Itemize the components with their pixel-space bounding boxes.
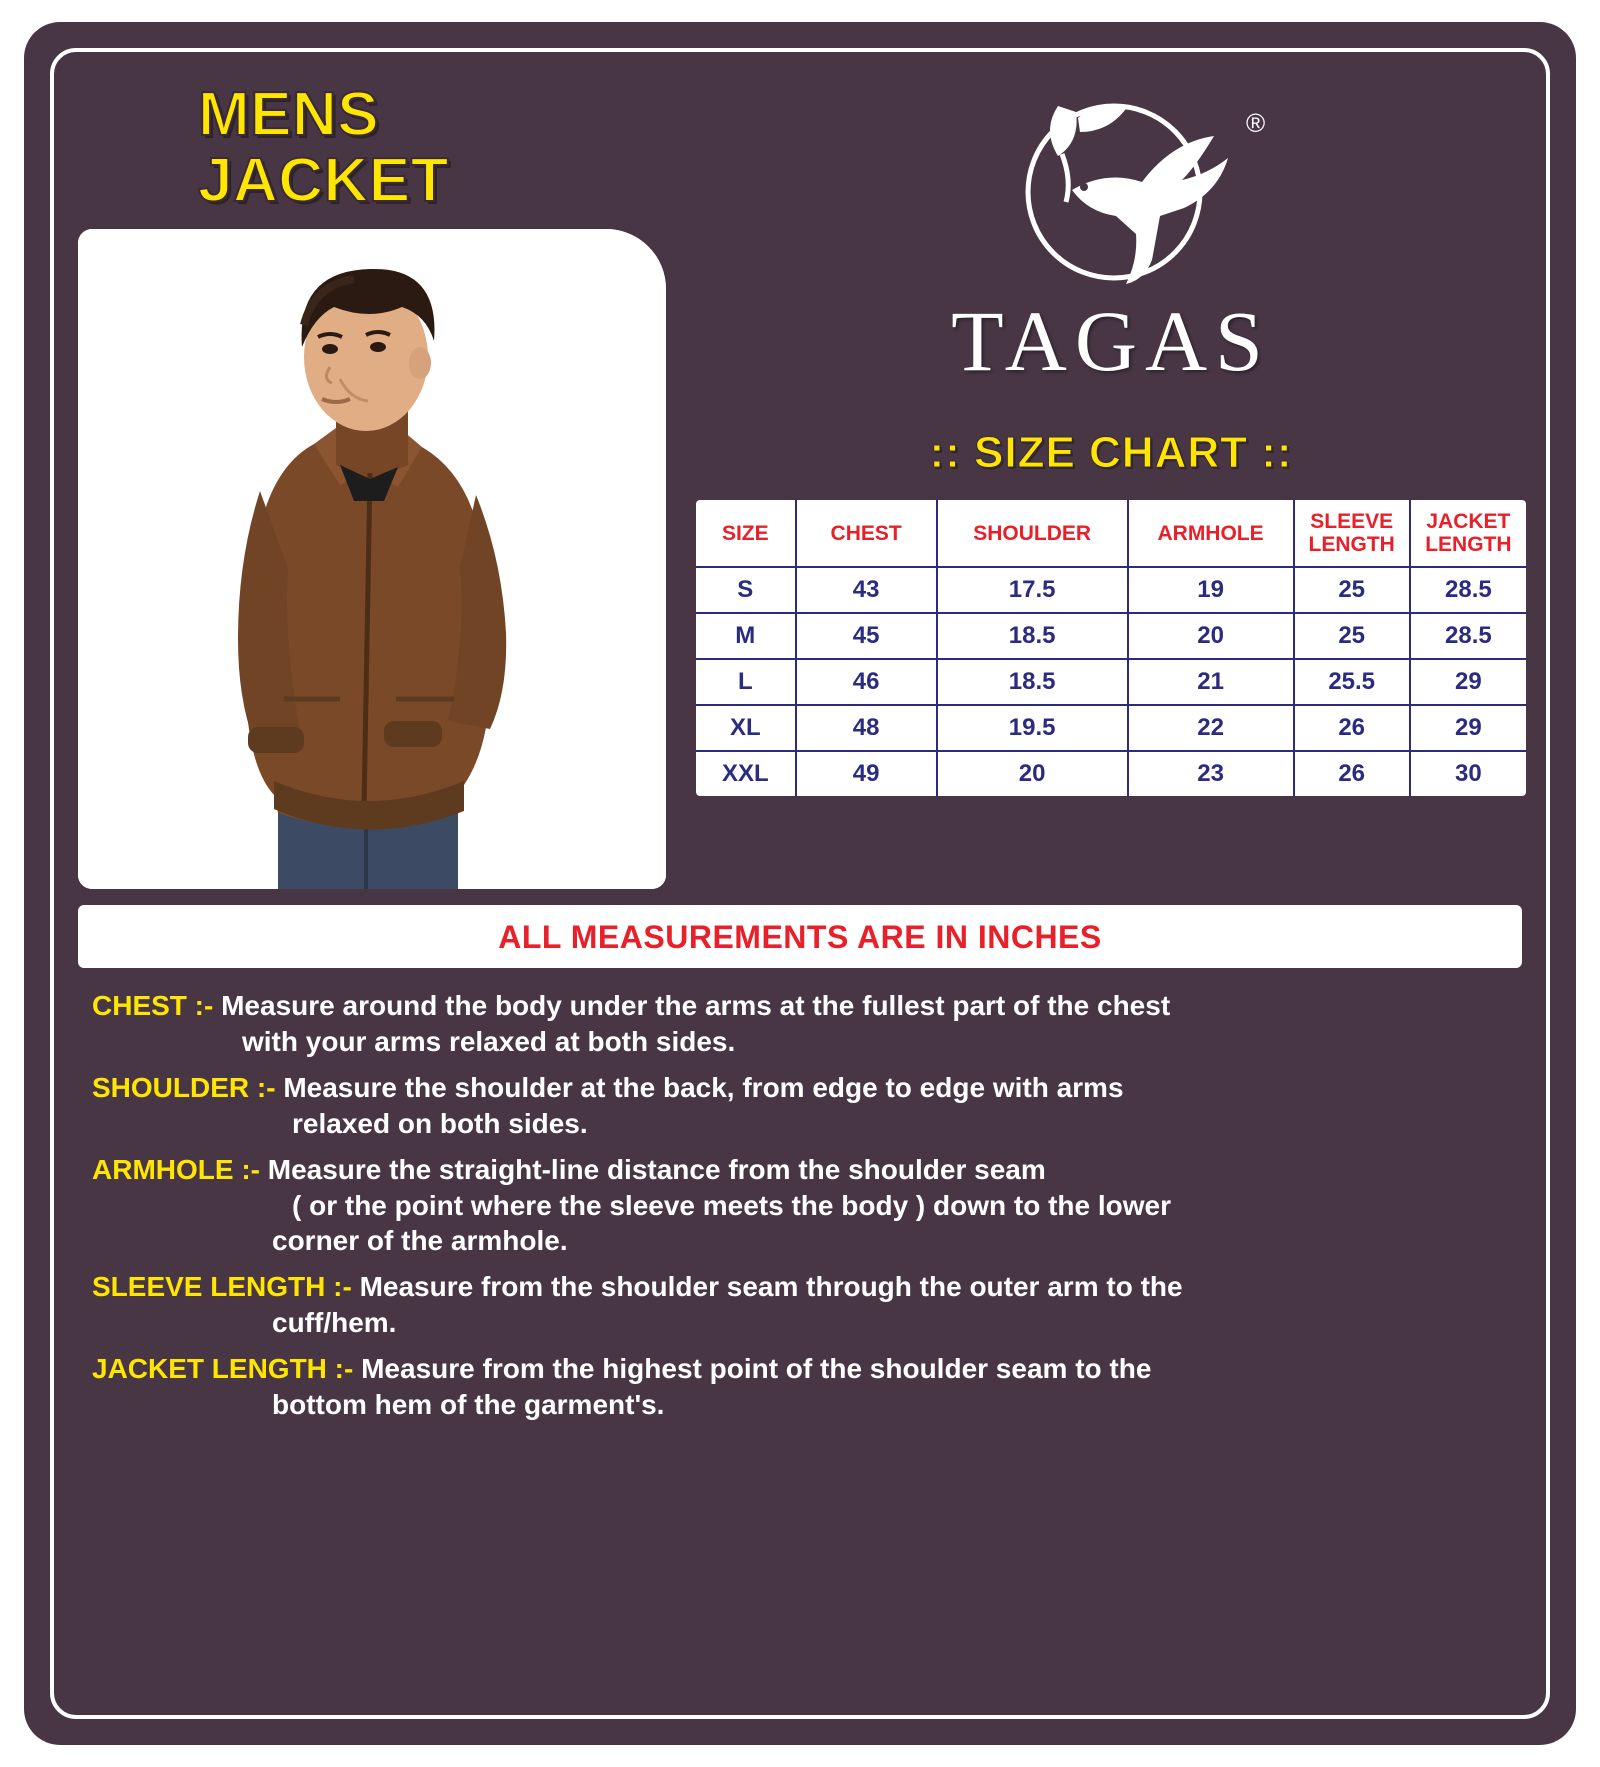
page-title-line1: MENS — [198, 80, 380, 149]
cell-jacket-length: 28.5 — [1410, 613, 1526, 659]
table-row — [696, 705, 1526, 751]
measurements-banner — [78, 905, 1522, 968]
cell-shoulder: 17.5 — [937, 567, 1128, 613]
card-container — [24, 22, 1576, 1745]
measurement-sleeve-length — [92, 1269, 1508, 1341]
model-photo — [78, 229, 666, 889]
cell-chest: 48 — [796, 705, 937, 751]
right-column — [696, 70, 1526, 889]
measurement-shoulder-line1: Measure the shoulder at the back, from edge to edge with arms — [275, 1072, 1124, 1104]
cell-chest: 46 — [796, 659, 937, 705]
cell-sleeve-length: 26 — [1294, 705, 1410, 751]
measurement-sleeve-length-line1: Measure from the shoulder seam through the outer arm to the — [351, 1271, 1183, 1303]
measurement-shoulder-line2: relaxed on both sides. — [292, 1107, 588, 1139]
card-content — [50, 48, 1550, 1719]
cell-sleeve-length: 25 — [1294, 613, 1410, 659]
cell-armhole: 22 — [1128, 705, 1294, 751]
measurement-sleeve-length-label: SLEEVE LENGTH :- — [92, 1271, 352, 1303]
size-chart-heading: :: SIZE CHART :: — [929, 428, 1293, 477]
cell-size: L — [696, 659, 796, 705]
measurement-jacket-length-line2: bottom hem of the garment's. — [272, 1388, 665, 1420]
cell-jacket-length: 30 — [1455, 760, 1482, 788]
measurement-chest — [92, 988, 1508, 1060]
table-row — [696, 751, 1526, 796]
col-header-chest: CHEST — [796, 500, 937, 567]
registered-mark: ® — [1246, 108, 1266, 138]
measurement-armhole-line3: corner of the armhole. — [272, 1225, 568, 1257]
cell-chest: 45 — [796, 613, 937, 659]
cell-sleeve-length: 26 — [1294, 751, 1410, 796]
table-header-row — [696, 500, 1526, 567]
measurement-chest-label: CHEST :- — [92, 990, 214, 1022]
cell-sleeve-length: 25 — [1294, 567, 1410, 613]
cell-sleeve-length: 25.5 — [1294, 659, 1410, 705]
cell-shoulder: 20 — [937, 751, 1128, 796]
cell-size: M — [696, 613, 796, 659]
measurement-armhole-label: ARMHOLE :- — [92, 1153, 260, 1185]
measurement-jacket-length-line1: Measure from the highest point of the shoulder seam to the — [353, 1352, 1152, 1384]
table-row — [696, 613, 1526, 659]
cell-chest: 49 — [796, 751, 937, 796]
measurement-shoulder — [92, 1070, 1508, 1142]
measurement-armhole-line2: ( or the point where the sleeve meets the body ) down to the lower — [292, 1189, 1172, 1221]
cell-armhole: 23 — [1128, 751, 1294, 796]
size-chart-table-wrapper — [696, 500, 1526, 796]
col-header-size: SIZE — [696, 500, 796, 567]
cell-size: S — [696, 567, 796, 613]
table-row — [696, 659, 1526, 705]
bird-leaf-circle-logo-icon — [946, 84, 1276, 294]
cell-shoulder: 18.5 — [937, 659, 1128, 705]
measurement-armhole-line1: Measure the straight-line distance from the shoulder seam — [259, 1153, 1046, 1185]
col-header-shoulder: SHOULDER — [937, 500, 1128, 567]
cell-size: XL — [696, 705, 796, 751]
cell-jacket-length: 29 — [1410, 659, 1526, 705]
measurement-armhole — [92, 1152, 1508, 1259]
cell-jacket-length: 29 — [1410, 705, 1526, 751]
measurement-shoulder-label: SHOULDER :- — [92, 1072, 276, 1104]
size-chart-table — [696, 500, 1526, 796]
col-header-armhole: ARMHOLE — [1128, 500, 1294, 567]
measurement-chest-line2: with your arms relaxed at both sides. — [242, 1026, 736, 1058]
cell-armhole: 19 — [1128, 567, 1294, 613]
table-row — [696, 567, 1526, 613]
cell-armhole: 21 — [1128, 659, 1294, 705]
measurement-jacket-length-label: JACKET LENGTH :- — [92, 1352, 354, 1384]
measurements-banner-text: ALL MEASUREMENTS ARE IN INCHES — [498, 919, 1102, 956]
measurement-sleeve-length-line2: cuff/hem. — [272, 1307, 397, 1339]
top-section — [78, 70, 1522, 889]
cell-shoulder: 18.5 — [937, 613, 1128, 659]
left-column — [78, 70, 678, 889]
cell-size: XXL — [696, 751, 796, 796]
model-photo-illustration — [78, 229, 666, 889]
brand-name: TAGAS — [951, 293, 1271, 389]
measurement-chest-line1: Measure around the body under the arms at the fullest part of the chest — [213, 990, 1171, 1022]
cell-shoulder: 19.5 — [937, 705, 1128, 751]
cell-armhole: 20 — [1128, 613, 1294, 659]
page-title — [78, 82, 678, 213]
cell-chest: 43 — [796, 567, 937, 613]
col-header-jacket-length: JACKET LENGTH — [1410, 500, 1526, 567]
cell-jacket-length: 28.5 — [1410, 567, 1526, 613]
col-header-sleeve-length: SLEEVE LENGTH — [1294, 500, 1410, 567]
measurement-jacket-length — [92, 1351, 1508, 1423]
page-title-line2: JACKET — [198, 145, 450, 215]
measurement-descriptions — [78, 988, 1522, 1701]
brand-logo — [946, 84, 1276, 389]
